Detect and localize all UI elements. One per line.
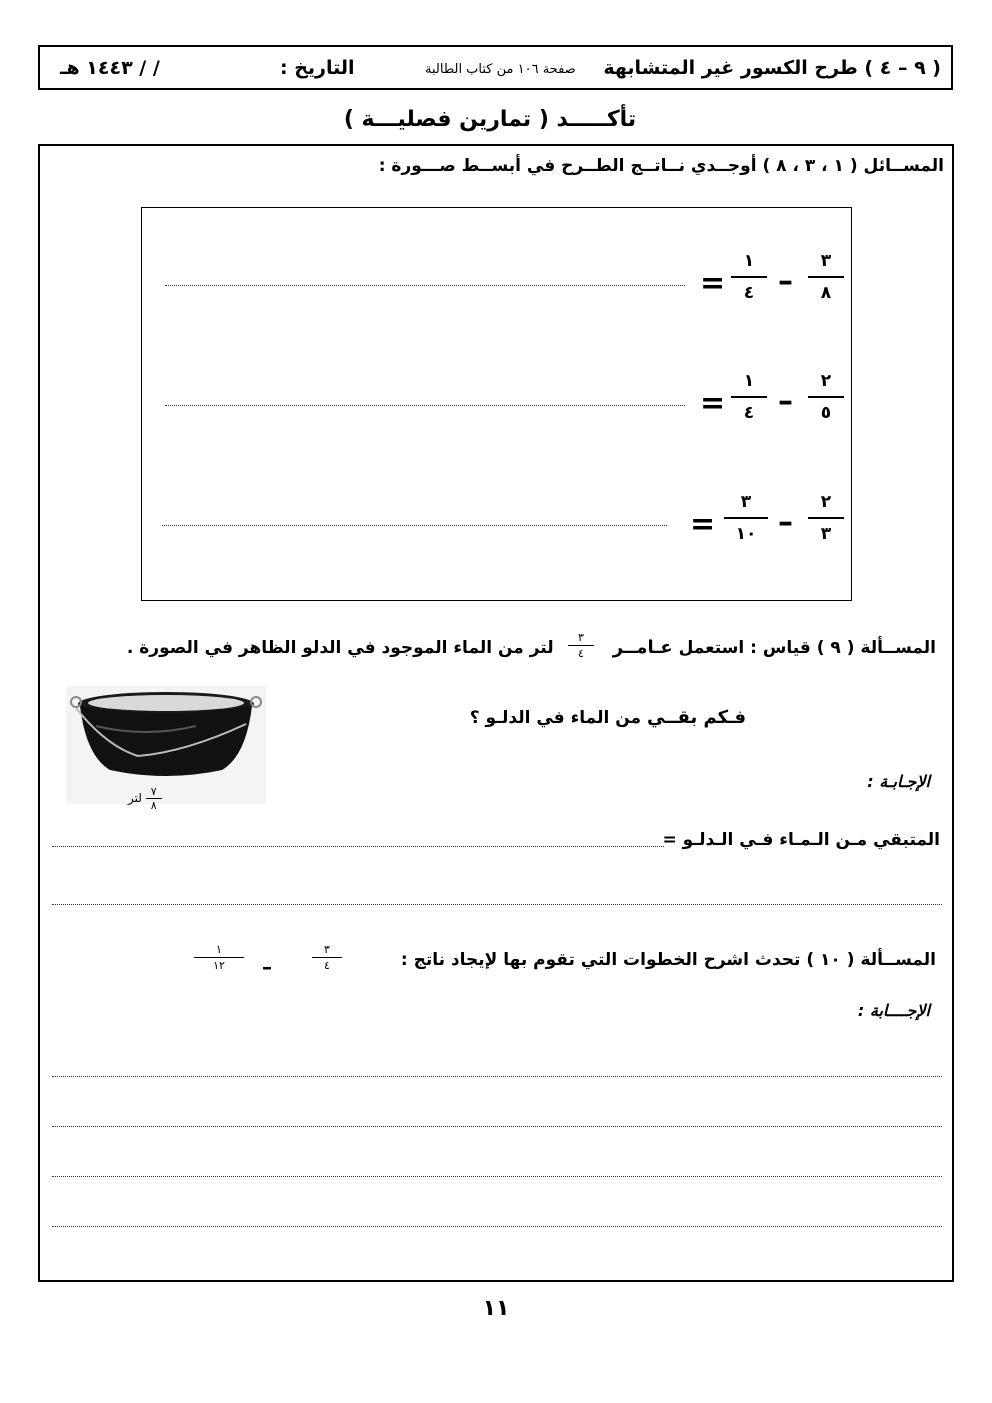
problem-1-minuend [808, 248, 844, 306]
question-9-prefix: المســألة ( ٩ ) قياس : استعمل [678, 638, 936, 658]
bucket-label [128, 785, 162, 812]
question-10-fraction-b [194, 943, 244, 972]
fraction-bar [568, 645, 594, 646]
question-10-fraction-b-numerator: ١ [216, 943, 222, 956]
problem-2-minuend-numerator: ٢ [820, 371, 832, 391]
fraction-bar [808, 517, 844, 519]
question-10-answer-label: الإجــــابة : [857, 1001, 930, 1020]
problem-3-subtrahend [724, 489, 768, 547]
problem-3-equals: = [690, 507, 716, 542]
problem-1-minuend-numerator: ٣ [820, 251, 832, 271]
header-box [38, 45, 953, 90]
question-10-fraction-a-denominator: ٤ [324, 959, 330, 972]
problem-3-minuend-denominator: ٣ [820, 524, 832, 544]
question-10-answer-line-1[interactable] [52, 1076, 942, 1077]
section-title: تأكـــــد ( تمارين فصليـــة ) [343, 107, 637, 132]
problem-1-subtrahend [731, 248, 767, 306]
problem-2-minuend-denominator: ٥ [820, 403, 832, 423]
problem-3-minuend-numerator: ٢ [820, 492, 832, 512]
remaining-answer-line[interactable] [52, 846, 664, 847]
problem-2-equals: = [700, 386, 726, 421]
question-10-answer-line-3[interactable] [52, 1176, 942, 1177]
remaining-label: المتبقي مـن الـمـاء فـي الـدلـو = [662, 830, 940, 850]
problem-1-equals: = [700, 266, 726, 301]
date-value: / / ١٤٤٣ هـ [60, 57, 160, 79]
problem-1-answer-line[interactable] [165, 285, 685, 286]
bucket-image [66, 686, 266, 804]
question-10-fraction-a-numerator: ٣ [324, 943, 330, 956]
problem-2-subtrahend-denominator: ٤ [743, 403, 755, 423]
problem-2-subtrahend-numerator: ١ [743, 371, 755, 391]
question-10: المســألة ( ١٠ ) تحدث اشرح الخطوات التي تقوم بها لإيجاد ناتج : [400, 950, 936, 970]
question-10-minus: – [262, 955, 272, 979]
problem-1-subtrahend-numerator: ١ [743, 251, 755, 271]
problem-2-subtrahend [731, 368, 767, 426]
question-9-name: عـامــر [612, 637, 673, 658]
fraction-bar [194, 957, 244, 958]
question-10-fraction-a [312, 943, 342, 972]
fraction-bar [724, 517, 768, 519]
question-9-answer-line[interactable] [52, 904, 942, 905]
problem-2-minuend [808, 368, 844, 426]
problems-intro: المســائل ( ١ ، ٣ ، ٨ ) أوجــدي نــاتــج الطــرح في أبســط صـــورة : [378, 156, 944, 176]
problem-1-minus: – [778, 264, 793, 299]
problem-2-minus: – [778, 384, 793, 419]
question-9-fraction-numerator: ٣ [578, 631, 584, 644]
question-9-fraction [568, 631, 594, 660]
problem-3-subtrahend-numerator: ٣ [740, 492, 752, 512]
question-10-answer-line-4[interactable] [52, 1226, 942, 1227]
date-label: التاريخ : [280, 57, 355, 79]
question-9-question [470, 707, 746, 728]
problem-3-answer-line[interactable] [162, 525, 667, 526]
problem-1-subtrahend-denominator: ٤ [743, 283, 755, 303]
bucket-fraction-numerator: ٧ [150, 785, 157, 798]
problem-2-answer-line[interactable] [165, 405, 685, 406]
question-9-suffix: لتر من الماء الموجود في الدلو الظاهر في الصورة . [126, 638, 554, 658]
problem-3-subtrahend-denominator: ١٠ [735, 524, 757, 544]
fraction-bar [312, 957, 342, 958]
problem-1-minuend-denominator: ٨ [820, 283, 832, 303]
bucket-fraction [146, 785, 162, 812]
bucket-fraction-denominator: ٨ [150, 799, 157, 812]
question-9-question-bold: فـكم بقــي [646, 707, 746, 728]
bucket-icon [66, 686, 266, 804]
question-9-fraction-denominator: ٤ [578, 647, 584, 660]
fraction-bar [731, 276, 767, 278]
problem-3-minuend [808, 489, 844, 547]
question-9-question-rest: من الماء في الدلـو ؟ [469, 708, 642, 728]
problem-3-minus: – [778, 505, 793, 540]
page-reference: صفحة ١٠٦ من كتاب الطالبة [425, 62, 576, 77]
fraction-bar [808, 396, 844, 398]
fraction-bar [808, 276, 844, 278]
page-number: ١١ [482, 1296, 510, 1321]
question-10-answer-line-2[interactable] [52, 1126, 942, 1127]
question-9 [127, 637, 936, 658]
lesson-title: ( ٩ – ٤ ) طرح الكسور غير المتشابهة [603, 57, 941, 79]
bucket-unit: لتر [128, 791, 142, 805]
question-9-answer-label: الإجـابـة : [867, 772, 930, 791]
fraction-bar [731, 396, 767, 398]
question-10-fraction-b-denominator: ١٢ [213, 959, 225, 972]
